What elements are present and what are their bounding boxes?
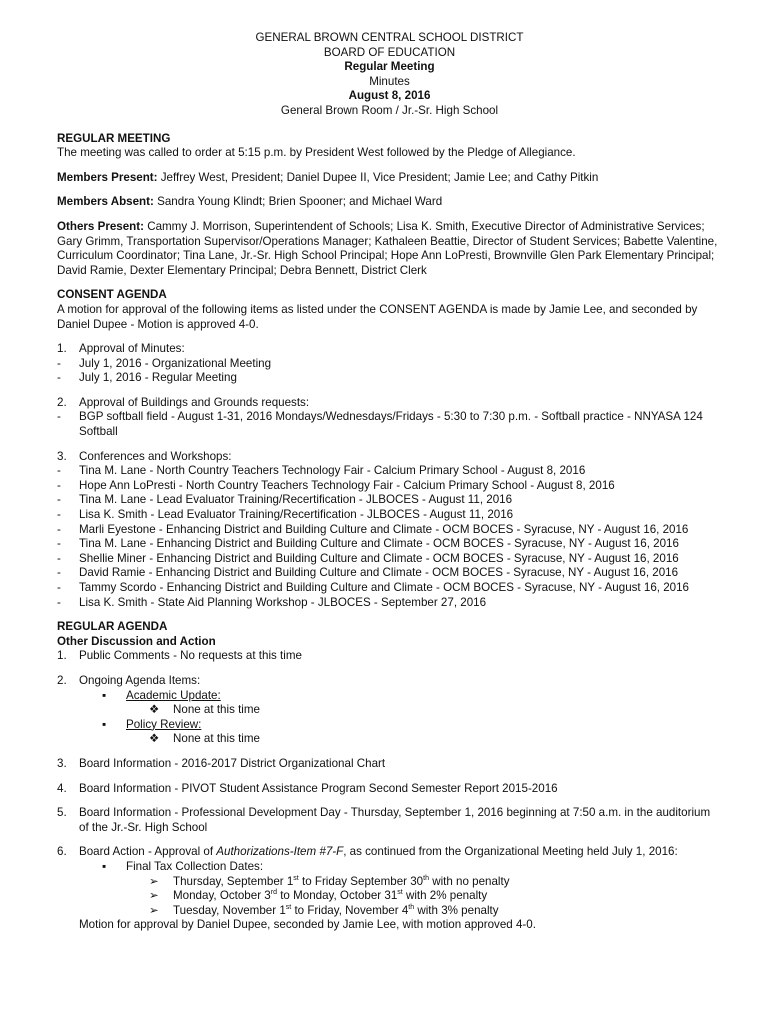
consent-item-3: 3. Conferences and Workshops: (57, 449, 232, 463)
agenda-item-5: 5. Board Information - Professional Development Day - Thursday, September 1, 2016 beginning at 7:50 a.m. in the auditorium of the Jr.-Sr. High School (57, 806, 711, 834)
regular-agenda-heading: REGULAR AGENDA (57, 620, 168, 634)
agenda-item-6: 6. Board Action - Approval of Authorizations-Item #7-F, as continued from the Organizational Meeting held July 1, 2016: (57, 845, 678, 859)
tax-date-3: ➢ Tuesday, November 1st to Friday, November 4th with 3% penalty (149, 903, 499, 917)
policy-review: ▪ Policy Review: (102, 717, 202, 731)
policy-review-note: ❖ None at this time (149, 732, 260, 746)
list-item: - Shellie Miner - Enhancing District and Building Culture and Climate - OCM BOCES - Syracuse, NY - August 16, 2016 (57, 551, 679, 565)
item-6-motion: Motion for approval by Daniel Dupee, seconded by Jamie Lee, with motion approved 4-0. (79, 918, 536, 932)
others-present-label: Others Present: (57, 219, 144, 233)
list-item: - Lisa K. Smith - Lead Evaluator Training/Recertification - JLBOCES - August 11, 2016 (57, 508, 514, 522)
others-present-text: Cammy J. Morrison, Superintendent of Schools; Lisa K. Smith, Executive Director of Administrative Services; Gary Grimm, Transportation Supervisor/Operations Manager; Kathaleen Beattie, Director of Student Services; Babette Valentine, Curriculum Coordinator; Tina Lane, Jr.-Sr. High School Principal; Hope Ann LoPresti, Brownville Glen Park Elementary Principal; David Ramie, Dexter Elementary Principal; Debra Bennett, District Clerk (57, 219, 718, 277)
agenda-item-4: 4. Board Information - PIVOT Student Assistance Program Second Semester Report 2015-2016 (57, 781, 558, 795)
meeting-type: Regular Meeting (344, 60, 435, 74)
minutes-document (57, 31, 722, 933)
others-present (57, 220, 722, 278)
document-header (57, 31, 722, 119)
diamond-bullet-icon: ❖ (149, 703, 160, 717)
regular-meeting-heading: REGULAR MEETING (57, 131, 171, 145)
academic-update-note: ❖ None at this time (149, 703, 260, 717)
square-bullet-icon: ▪ (102, 688, 107, 702)
agenda-item-2: 2. Ongoing Agenda Items: (57, 673, 201, 687)
members-present-text: Jeffrey West, President; Daniel Dupee II, Vice President; Jamie Lee; and Cathy Pitkin (157, 170, 599, 184)
list-item: - David Ramie - Enhancing District and Building Culture and Climate - OCM BOCES - Syracuse, NY - August 16, 2016 (57, 566, 679, 580)
consent-agenda-text: A motion for approval of the following items as listed under the CONSENT AGENDA is made by Jamie Lee, and seconded by Daniel Dupee - Motion is approved 4-0. (57, 302, 698, 331)
members-present (57, 171, 722, 186)
consent-item-1: 1. Approval of Minutes: (57, 342, 185, 356)
list-item: - Tammy Scordo - Enhancing District and Building Culture and Climate - OCM BOCES - Syracuse, NY - August 16, 2016 (57, 581, 690, 594)
list-item: - July 1, 2016 - Regular Meeting (57, 371, 237, 385)
list-item: - Hope Ann LoPresti - North Country Teachers Technology Fair - Calcium Primary School - August 8, 2016 (57, 478, 615, 492)
members-absent (57, 195, 722, 210)
tax-date-1: ➢ Thursday, September 1st to Friday September 30th with no penalty (149, 874, 510, 888)
other-discussion-heading: Other Discussion and Action (57, 634, 216, 648)
square-bullet-icon: ▪ (102, 859, 107, 873)
arrow-bullet-icon: ➢ (149, 889, 159, 903)
members-absent-text: Sandra Young Klindt; Brien Spooner; and Michael Ward (153, 195, 443, 209)
board-name: BOARD OF EDUCATION (323, 45, 456, 59)
meeting-date: August 8, 2016 (348, 89, 431, 103)
list-item: - Lisa K. Smith - State Aid Planning Workshop - JLBOCES - September 27, 2016 (57, 595, 487, 609)
list-item: - Marli Eyestone - Enhancing District and Building Culture and Climate - OCM BOCES - Syracuse, NY - August 16, 2016 (57, 522, 689, 536)
diamond-bullet-icon: ❖ (149, 732, 160, 746)
list-item: - BGP softball field - August 1-31, 2016 Mondays/Wednesdays/Fridays - 5:30 to 7:30 p.m. - Softball practice - NNYASA 124 Softball (57, 410, 703, 439)
tax-date-2: ➢ Monday, October 3rd to Monday, October 31st with 2% penalty (149, 889, 488, 903)
arrow-bullet-icon: ➢ (149, 903, 159, 917)
members-absent-label: Members Absent: (57, 195, 154, 209)
members-present-label: Members Present: (57, 170, 158, 184)
agenda-item-1: 1. Public Comments - No requests at this time (57, 649, 302, 663)
meeting-location: General Brown Room / Jr.-Sr. High School (280, 103, 499, 117)
district-name: GENERAL BROWN CENTRAL SCHOOL DISTRICT (255, 31, 524, 44)
consent-agenda-heading: CONSENT AGENDA (57, 288, 167, 302)
agenda-item-3: 3. Board Information - 2016-2017 District Organizational Chart (57, 756, 386, 770)
academic-update: ▪ Academic Update: (102, 688, 221, 702)
square-bullet-icon: ▪ (102, 717, 107, 731)
list-item: - Tina M. Lane - Enhancing District and Building Culture and Climate - OCM BOCES - Syracuse, NY - August 16, 2016 (57, 537, 679, 551)
list-item: - Tina M. Lane - North Country Teachers Technology Fair - Calcium Primary School - August 8, 2016 (57, 464, 586, 478)
tax-collection-dates: ▪ Final Tax Collection Dates: (102, 859, 264, 873)
list-item: - July 1, 2016 - Organizational Meeting (57, 356, 272, 370)
list-item: - Tina M. Lane - Lead Evaluator Training/Recertification - JLBOCES - August 11, 2016 (57, 493, 513, 507)
arrow-bullet-icon: ➢ (149, 874, 159, 888)
consent-item-2: 2. Approval of Buildings and Grounds requests: (57, 395, 310, 409)
call-to-order-text: The meeting was called to order at 5:15 p.m. by President West followed by the Pledge of Allegiance. (57, 146, 576, 160)
doc-type: Minutes (369, 74, 410, 88)
